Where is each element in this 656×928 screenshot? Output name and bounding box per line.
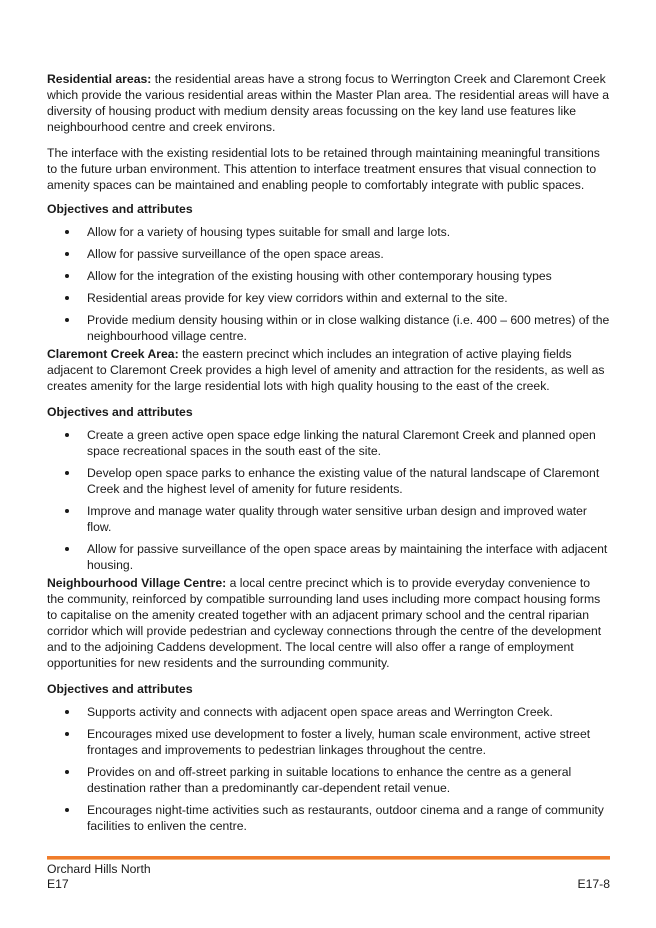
residential-areas-text: the residential areas have a strong focus to Werrington Creek and Claremont Creek which provide the various residential areas within the Master Plan area. The residential areas will have a diversity of housing product with medium density areas focussing on the key land use features like neighbourhood centre and creek environs. [47, 72, 610, 134]
claremont-creek-paragraph [47, 346, 610, 394]
footer-title: Orchard Hills North [47, 862, 151, 876]
list-item: Allow for the integration of the existing housing with other contemporary housing types [47, 268, 610, 284]
list-item: Develop open space parks to enhance the existing value of the natural landscape of Claremont Creek and the highest level of amenity for future residents. [47, 465, 610, 497]
document-body [47, 71, 610, 840]
village-objectives-list [47, 704, 610, 834]
page-number: E17-8 [577, 877, 610, 891]
list-item: Provides on and off-street parking in suitable locations to enhance the centre as a general destination rather than a predominantly car-dependent retail venue. [47, 764, 610, 796]
objectives-heading-residential: Objectives and attributes [47, 202, 193, 216]
residential-areas-paragraph [47, 71, 610, 135]
claremont-creek-text: the eastern precinct which includes an integration of active playing fields adjacent to Claremont Creek provides a high level of amenity and attraction for the residents, as well as creates amenity for the large residential lots with high quality housing to the east of the creek. [47, 347, 605, 393]
objectives-heading-claremont: Objectives and attributes [47, 405, 193, 419]
list-item: Residential areas provide for key view corridors within and external to the site. [47, 290, 610, 306]
list-item: Allow for passive surveillance of the open space areas by maintaining the interface with adjacent housing. [47, 541, 610, 573]
list-item: Supports activity and connects with adjacent open space areas and Werrington Creek. [47, 704, 610, 720]
objectives-heading-village: Objectives and attributes [47, 682, 193, 696]
list-item: Encourages night-time activities such as restaurants, outdoor cinema and a range of community facilities to enliven the centre. [47, 802, 610, 834]
list-item: Provide medium density housing within or in close walking distance (i.e. 400 – 600 metres) of the neighbourhood village centre. [47, 312, 610, 344]
list-item: Encourages mixed use development to foster a lively, human scale environment, active street frontages and improvements to pedestrian linkages throughout the centre. [47, 726, 610, 758]
footer-divider [47, 856, 610, 860]
list-item: Improve and manage water quality through water sensitive urban design and improved water flow. [47, 503, 610, 535]
footer-left [47, 862, 151, 892]
residential-areas-lead: Residential areas: [47, 72, 152, 86]
village-centre-text: a local centre precinct which is to provide everyday convenience to the community, reinforced by compatible surrounding land uses including more compact housing forms to capitalise on the amenity created together with an adjacent primary school and the central riparian corridor which will provide pedestrian and cycleway connections through the centre of the development and to the adjoining Caddens development. The local centre will also offer a range of employment opportunities for new residents and the surrounding community. [47, 576, 602, 670]
interface-paragraph: The interface with the existing residential lots to be retained through maintaining meaningful transitions to the future urban environment. This attention to interface treatment ensures that visual connection to amenity spaces can be maintained and enabling people to comfortably integrate with public spaces. [47, 146, 600, 192]
village-centre-lead: Neighbourhood Village Centre: [47, 576, 227, 590]
list-item: Allow for passive surveillance of the open space areas. [47, 246, 610, 262]
village-centre-paragraph [47, 575, 610, 671]
list-item: Allow for a variety of housing types suitable for small and large lots. [47, 224, 610, 240]
claremont-creek-lead: Claremont Creek Area: [47, 347, 179, 361]
footer-code: E17 [47, 877, 69, 891]
claremont-objectives-list [47, 427, 610, 573]
residential-objectives-list [47, 224, 610, 344]
list-item: Create a green active open space edge linking the natural Claremont Creek and planned open space recreational spaces in the south east of the site. [47, 427, 610, 459]
